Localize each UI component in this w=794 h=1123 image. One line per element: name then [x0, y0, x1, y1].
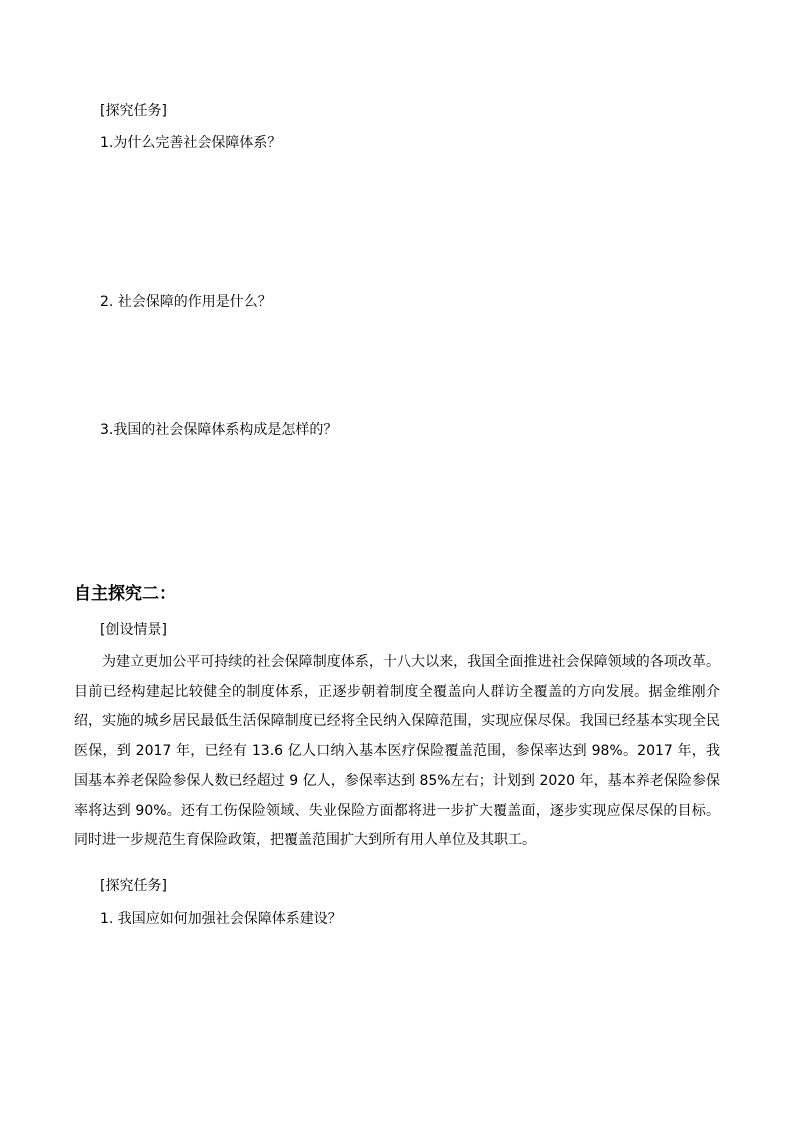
question-1: 1.为什么完善社会保障体系？	[100, 135, 282, 151]
question-3: 3.我国的社会保障体系构成是怎样的？	[100, 422, 338, 438]
context-label: [创设情景]	[100, 622, 167, 638]
section2-heading: 自主探究二：	[74, 584, 176, 604]
question-2: 2. 社会保障的作用是什么？	[100, 294, 272, 310]
section2-question-1: 1. 我国应如何加强社会保障体系建设？	[100, 911, 342, 927]
context-paragraph: 为建立更加公平可持续的社会保障制度体系，十八大以来，我国全面推进社会保障领域的各项改革。目前已经构建起比较健全的制度体系，正逐步朝着制度全覆盖向人群访全覆盖的方向发展。据金维刚介绍，实施的城乡居民最低生活保障制度已经将全民纳入保障范围，实现应保尽保。我国已经基本实现全民医保，到 2017 年，已经有 13.6 亿人口纳入基本医疗保险覆盖范围，参保率达到 98%。2017 年，我国基本养老保险参保人数已经超过 9 亿人，参保率达到 85%左右；计划到 2020 年，基本养老保险参保率将达到 90%。还有工伤保险领域、失业保险方面都将进一步扩大覆盖面，逐步实现应保尽保的目标。同时进一步规范生育保险政策，把覆盖范围扩大到所有用人单位及其职工。	[74, 654, 720, 849]
section1-task-label: [探究任务]	[100, 103, 167, 119]
section2-task-label: [探究任务]	[100, 878, 167, 894]
